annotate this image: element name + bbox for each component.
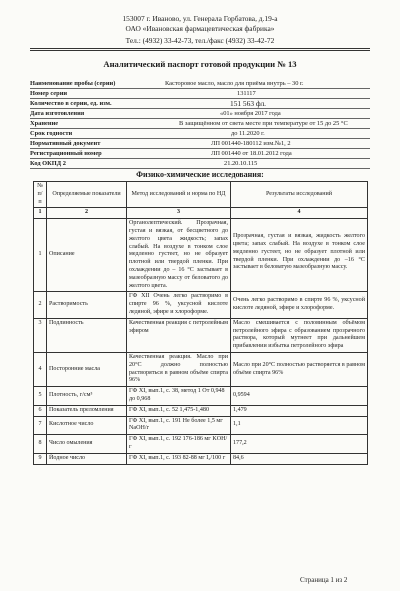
header-method: Метод исследований и норма по НД	[127, 182, 231, 208]
results-table	[33, 181, 368, 465]
page-number: Страница 1 из 2	[300, 576, 348, 584]
row-indicator: Плотность, г/см³	[47, 387, 127, 406]
table-row	[34, 453, 368, 464]
info-label: Номер серии	[30, 90, 68, 97]
row-method: ГФ XI, вып.1, с. 193 82-88 мг I₂/100 г	[127, 453, 231, 464]
row-indicator: Показатель преломления	[47, 405, 127, 416]
row-num: 3	[34, 318, 47, 352]
info-value: 21.20.10.115	[224, 160, 258, 167]
section-title: Физико-химические исследования:	[136, 170, 264, 179]
info-label: Нормативный документ	[30, 140, 101, 147]
table-row	[34, 405, 368, 416]
info-value: до 11.2020 г.	[231, 130, 265, 137]
info-row-registration	[30, 149, 370, 159]
table-row	[34, 435, 368, 454]
row-num: 2	[34, 292, 47, 318]
col-number: 4	[231, 208, 368, 219]
info-value: ЛП 001440-180112 изм.№1, 2	[211, 140, 291, 147]
row-num: 6	[34, 405, 47, 416]
row-result: Масло при 20°С полностью растворяется в равном объёме спирта 96%	[231, 352, 368, 386]
org-address: 153007 г. Иваново, ул. Генерала Горбатова, д.19-а	[122, 14, 278, 23]
info-label: Количество в серии, ед. изм.	[30, 100, 112, 107]
row-num: 8	[34, 435, 47, 454]
col-number: 1	[34, 208, 47, 219]
table-row	[34, 292, 368, 318]
row-method: ГФ XI, вып.1, с. 191 Не более 1,5 мг NaOH/г	[127, 416, 231, 435]
row-indicator: Растворимость	[47, 292, 127, 318]
col-number: 2	[47, 208, 127, 219]
header-divider-2	[30, 50, 370, 51]
table-row	[34, 387, 368, 406]
header-divider	[30, 48, 370, 49]
info-label: Дата изготовления	[30, 110, 85, 117]
row-num: 4	[34, 352, 47, 386]
row-num: 5	[34, 387, 47, 406]
info-label: Хранение	[30, 120, 59, 127]
table-row	[34, 318, 368, 352]
page-title: Аналитический паспорт готовой продукции № 13	[103, 59, 297, 69]
row-num: 7	[34, 416, 47, 435]
table-row	[34, 416, 368, 435]
row-method: ГФ XII Очень легко растворимо в спирте 96 %, уксусной кислоте ледяной, эфире и хлороформе.	[127, 292, 231, 318]
info-label: Наименование пробы (серии)	[30, 80, 116, 87]
info-label: Регистрационный номер	[30, 150, 102, 157]
info-row-quantity	[30, 99, 370, 109]
row-method: ГФ XI, вып.1, с. 52 1,475-1,480	[127, 405, 231, 416]
org-name: ОАО «Ивановская фармацевтическая фабрика»	[125, 24, 275, 33]
row-method: ГФ XI, вып.1, с. 192 176-186 мг KOH/г	[127, 435, 231, 454]
row-num: 1	[34, 219, 47, 292]
info-row-normdoc	[30, 139, 370, 149]
column-numbers-row	[34, 208, 368, 219]
row-result: Прозрачная, густая и вязкая, жидкость желтого цвета; запах слабый. На воздухе в тонком слое медленно густеет, но не образует плотной или твердой пленки. При охлаждении до –16 °С застывает в беловатую мазеобразную массу.	[231, 219, 368, 292]
org-phones: Тел.: (4932) 33-42-73, тел./факс (4932) 33-42-72	[125, 36, 275, 45]
info-row-storage	[30, 119, 370, 129]
row-result: 84,6	[231, 453, 368, 464]
row-indicator: Кислотное число	[47, 416, 127, 435]
info-row-okpd	[30, 159, 370, 169]
row-indicator: Число омыления	[47, 435, 127, 454]
row-method: ГФ XI, вып.1, с. 38, метод 1 От 0,948 до 0,968	[127, 387, 231, 406]
row-result: 1,1	[231, 416, 368, 435]
info-value: ЛП 001440 от 18.01.2012 года	[211, 150, 292, 157]
row-indicator: Йодное число	[47, 453, 127, 464]
row-result: 177,2	[231, 435, 368, 454]
header-num: № п/п	[34, 182, 47, 208]
row-result: 0,9594	[231, 387, 368, 406]
info-value: 151 563 фл.	[230, 99, 267, 108]
info-row-shelf-life	[30, 129, 370, 139]
row-method: Качественная реакция. Масло при 20°С должно полностью растворяться в равном объёме спирта 96%	[127, 352, 231, 386]
row-indicator: Подлинность	[47, 318, 127, 352]
info-row-date	[30, 109, 370, 119]
header-indicators: Определяемые показатели	[47, 182, 127, 208]
row-result: 1,479	[231, 405, 368, 416]
row-num: 9	[34, 453, 47, 464]
info-value: Касторовое масло, масло для приёма внутрь – 30 г.	[165, 80, 304, 87]
table-row	[34, 219, 368, 292]
row-indicator: Посторонние масла	[47, 352, 127, 386]
row-indicator: Описание	[47, 219, 127, 292]
info-row-sample	[30, 79, 370, 89]
row-method: Органолептический. Прозрачная, густая и вязкая, от бесцветного до желтого цвета жидкость; запах слабый. На воздухе в тонком слое медленно густеет, но не образует плотной или твердой пленки. При охлаждении до – 16 °С застывает в мазеобразную массу от беловатого до желтого цвета.	[127, 219, 231, 292]
col-number: 3	[127, 208, 231, 219]
row-method: Качественная реакция с петролейным эфиром	[127, 318, 231, 352]
row-result: Очень легко растворимо в спирте 96 %, уксусной кислоте ледяной, эфире и хлороформе.	[231, 292, 368, 318]
row-result: Масло смешивается с половинным объёмом петролейного эфира с образованием прозрачного раствора, который мутнеет при дальнейшем прибавлении избытка петролейного эфира	[231, 318, 368, 352]
info-label: Код ОКПД 2	[30, 160, 66, 167]
table-row	[34, 352, 368, 386]
info-row-series	[30, 89, 370, 99]
info-label: Срок годности	[30, 130, 73, 137]
info-value: В защищённом от света месте при температуре от 15 до 25 °С	[179, 120, 348, 127]
info-value: «01» ноября 2017 года	[220, 110, 281, 117]
header-results: Результаты исследований	[231, 182, 368, 208]
table-header-row	[34, 182, 368, 208]
info-value: 131117	[237, 90, 256, 97]
